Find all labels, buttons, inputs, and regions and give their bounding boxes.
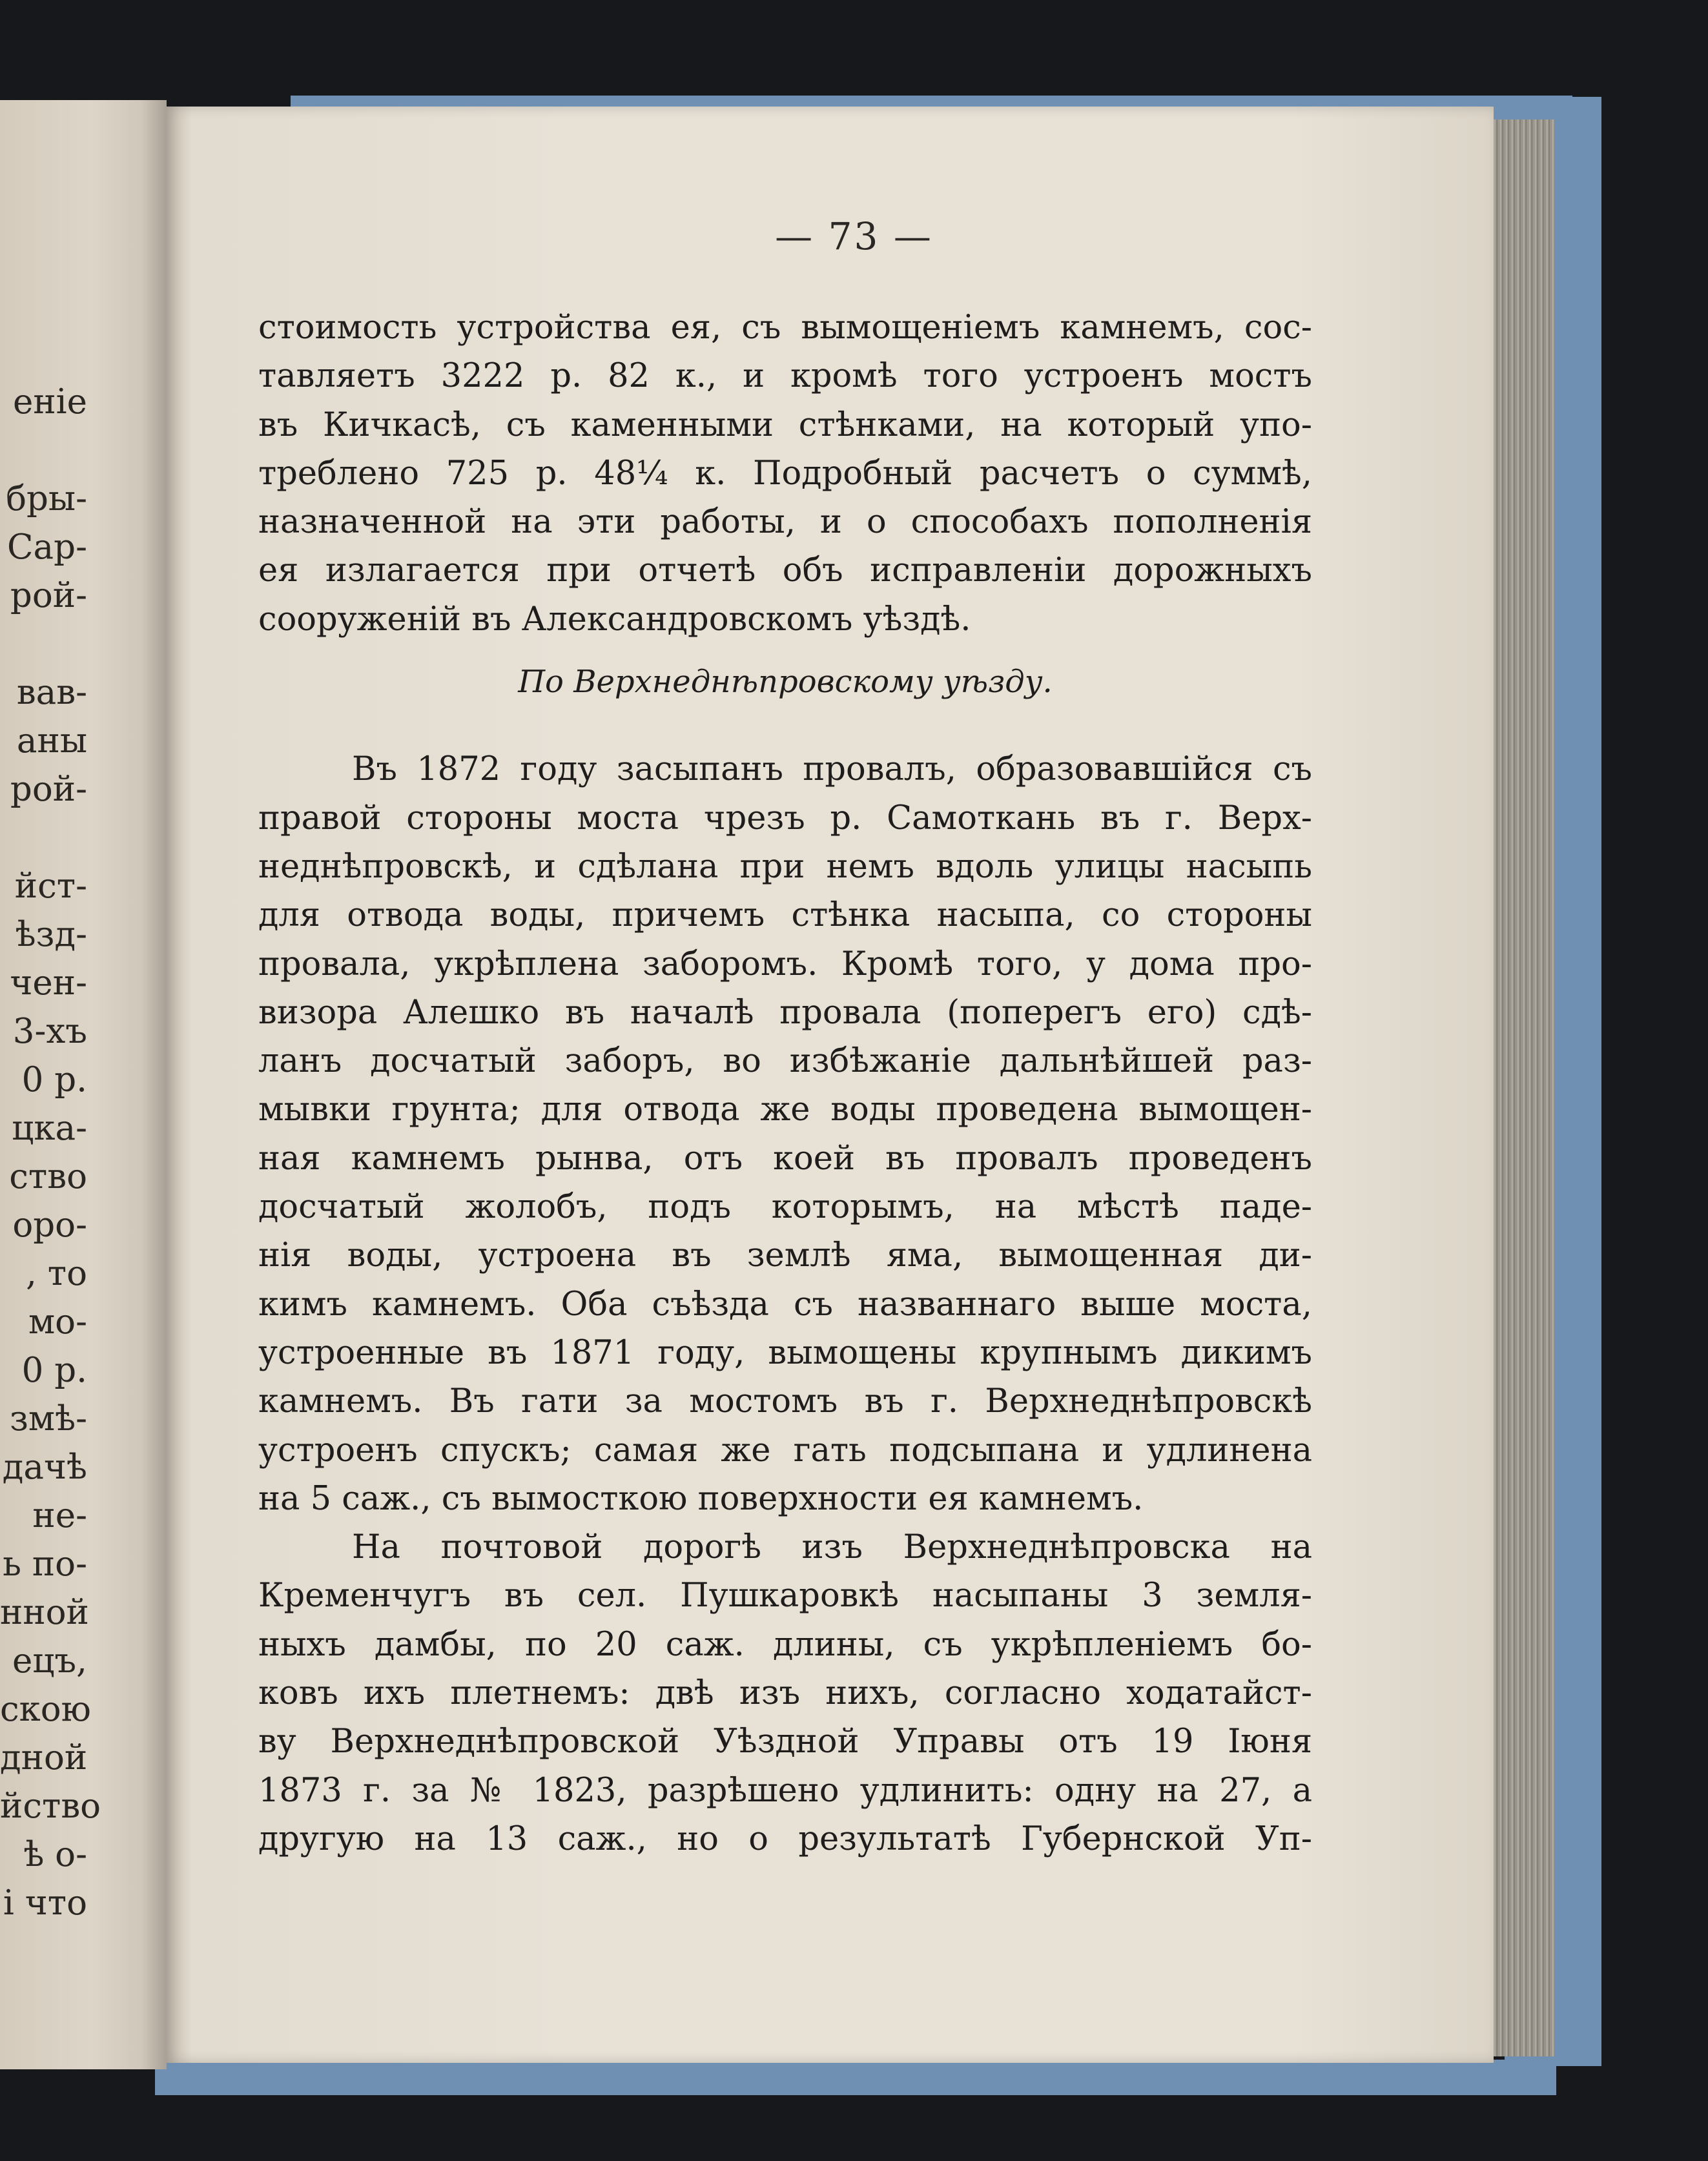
text-line: 1873 г. за № 1823, разрѣшено удлинить: одну на 27, а (258, 1771, 1312, 1810)
text-line: назначенной на эти работы, и о способахъ пополненія (258, 503, 1312, 542)
left-page-line: і что (3, 1883, 87, 1923)
left-page-line: 0 р. (21, 1060, 87, 1100)
text-line: ланъ досчатый заборъ, во избѣжаніе дальнѣйшей раз- (258, 1042, 1312, 1081)
left-page-line: мо- (28, 1302, 87, 1342)
text-line: сооруженій въ Александровскомъ уѣздѣ. (258, 600, 971, 639)
text-line: на 5 саж., съ вымосткою поверхности ея камнемъ. (258, 1479, 1144, 1518)
left-page-line: скою (0, 1690, 91, 1729)
page-number: — 73 — (775, 214, 933, 258)
left-page-line: не- (32, 1496, 87, 1535)
text-line: ныхъ дамбы, по 20 саж. длины, съ укрѣпленіемъ бо- (258, 1625, 1312, 1664)
left-page-text (0, 378, 101, 1927)
text-line: неднѣпровскѣ, и сдѣлана при немъ вдоль улицы насыпь (258, 847, 1312, 886)
left-page-line (0, 814, 87, 862)
left-page-line: бры- (6, 479, 87, 518)
left-page-line: дачѣ (2, 1448, 87, 1487)
text-line: Кременчугъ въ сел. Пушкаровкѣ насыпаны 3 земля- (258, 1577, 1312, 1615)
left-page-line: нной (0, 1593, 89, 1632)
left-page-line: рой- (10, 770, 87, 809)
left-page (0, 100, 167, 2069)
page-text (258, 303, 1312, 1863)
paragraph-3 (258, 1523, 1312, 1863)
left-page-line: аны (16, 721, 87, 761)
text-line: другую на 13 саж., но о результатѣ Губернской Уп- (258, 1819, 1312, 1858)
left-page-line: ь по- (3, 1544, 87, 1584)
text-line: тавляетъ 3222 р. 82 к., и кромѣ того устроенъ мостъ (258, 357, 1312, 396)
text-line: досчатый жолобъ, подъ которымъ, на мѣстѣ паде- (258, 1188, 1312, 1227)
text-line: камнемъ. Въ гати за мостомъ въ г. Верхнеднѣпровскѣ (258, 1382, 1312, 1421)
spacer (258, 706, 1312, 745)
text-line: На почтовой дорогѣ изъ Верхнеднѣпровска на (352, 1528, 1312, 1567)
left-page-line (0, 426, 87, 475)
text-line: ву Верхнеднѣпровской Уѣздной Управы отъ 19 Іюня (258, 1723, 1312, 1761)
text-line: для отвода воды, причемъ стѣнка насыпа, со стороны (258, 896, 1312, 935)
text-line: визора Алешко въ началѣ провала (поперегъ его) сдѣ- (258, 993, 1312, 1032)
left-page-line: йст- (14, 866, 87, 906)
left-page-line: змѣ- (9, 1399, 87, 1439)
text-line: устроенъ спускъ; самая же гать подсыпана и удлинена (258, 1431, 1312, 1470)
page-edges (1492, 119, 1554, 2056)
left-page-line: йство (0, 1787, 101, 1826)
left-page-line (0, 620, 87, 668)
text-line: правой стороны моста чрезъ р. Самоткань въ г. Верх- (258, 799, 1312, 837)
text-line: устроенные въ 1871 году, вымощены крупнымъ дикимъ (258, 1333, 1312, 1372)
paragraph-1 (258, 303, 1312, 644)
section-heading: По Верхнеднѣпровскому уѣзду. (518, 664, 1053, 701)
text-line: нія воды, устроена въ землѣ яма, вымощенная ди- (258, 1236, 1312, 1275)
left-page-line: ѣ о- (23, 1835, 87, 1874)
text-line: провала, укрѣплена заборомъ. Кромѣ того, у дома про- (258, 945, 1312, 983)
left-page-line: ѣзд- (15, 915, 87, 954)
left-page-line: чен- (10, 963, 87, 1003)
left-page-line: ецъ, (12, 1641, 87, 1681)
left-page-line: вав- (16, 673, 87, 712)
text-line: въ Кичкасѣ, съ каменными стѣнками, на который упо- (258, 405, 1312, 444)
left-page-line: еніе (12, 382, 87, 422)
text-line: ея излагается при отчетѣ объ исправленіи дорожныхъ (258, 551, 1312, 590)
text-line: ная камнемъ рынва, отъ коей въ провалъ проведенъ (258, 1139, 1312, 1178)
left-page-line: 3-хъ (12, 1012, 87, 1051)
spacer (258, 644, 1312, 650)
left-page-line: Сар- (7, 527, 87, 567)
text-line: мывки грунта; для отвода же воды проведена вымощен- (258, 1091, 1312, 1129)
left-page-line: ство (9, 1157, 87, 1196)
text-line: ковъ ихъ плетнемъ: двѣ изъ нихъ, согласно ходатайст- (258, 1674, 1312, 1713)
text-line: треблено 725 р. 48¼ к. Подробный расчетъ о суммѣ, (258, 454, 1312, 493)
left-page-line: оро- (12, 1205, 87, 1245)
text-line: стоимость устройства ея, съ вымощеніемъ камнемъ, сос- (258, 309, 1312, 347)
book-cover-bottom (155, 2060, 1556, 2095)
left-page-line: цка- (12, 1109, 87, 1148)
text-line: кимъ камнемъ. Оба съѣзда съ названнаго выше моста, (258, 1285, 1312, 1324)
left-page-line: , то (26, 1254, 87, 1293)
left-page-line: рой- (10, 576, 87, 615)
paragraph-2 (258, 745, 1312, 1523)
text-line: Въ 1872 году засыпанъ провалъ, образовавшійся съ (352, 750, 1312, 789)
left-page-line: 0 р. (21, 1351, 87, 1390)
left-page-line: дной (0, 1738, 88, 1777)
